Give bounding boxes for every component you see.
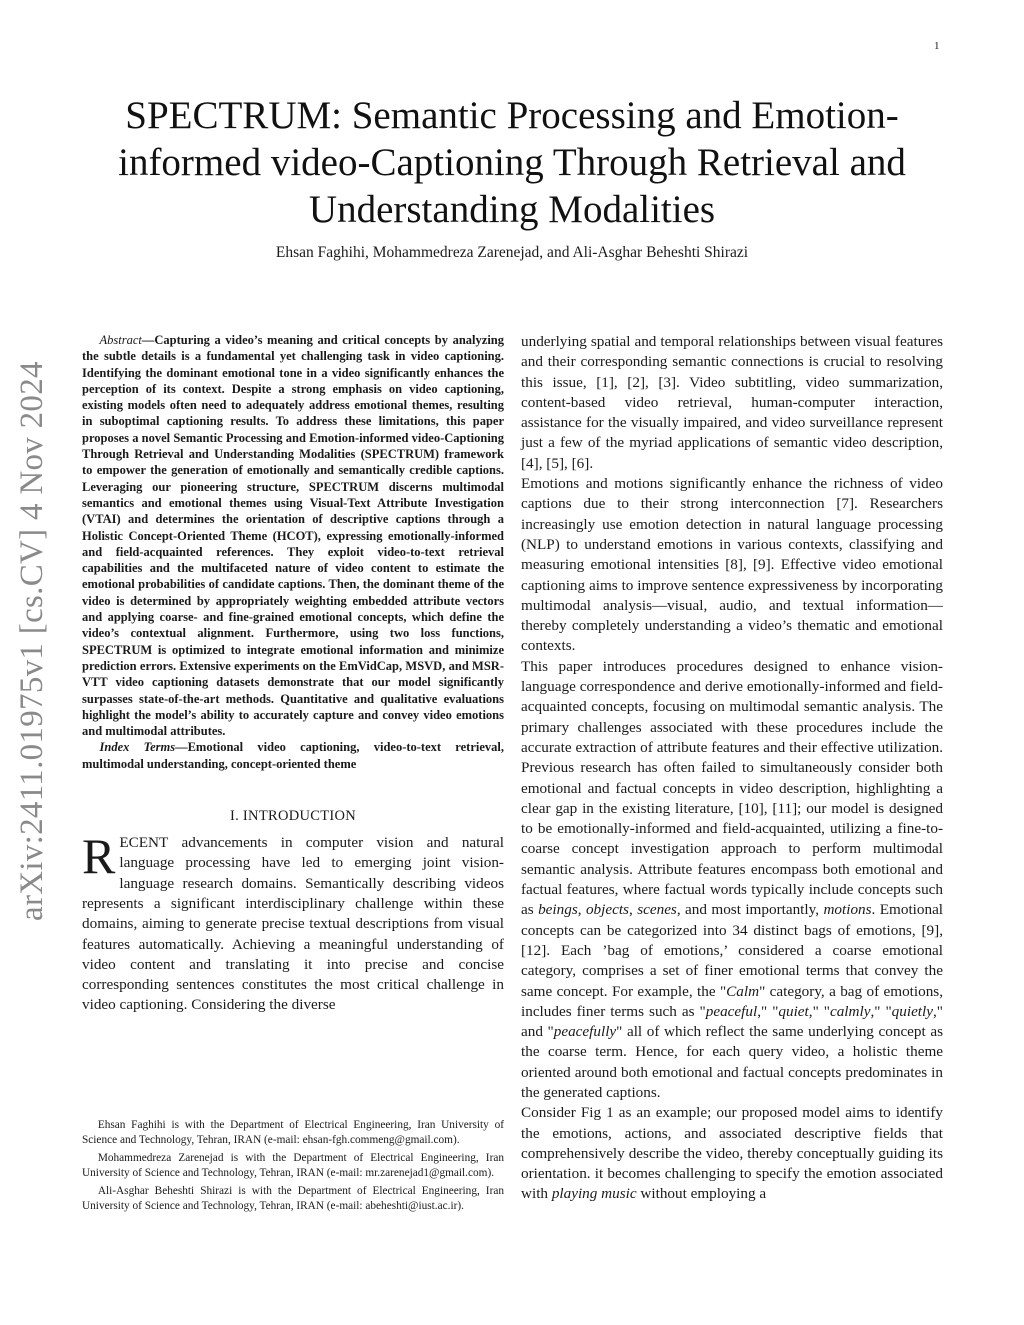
text-run: . Emotional concepts can be categorized into 34 distinct bags of emotions, [9], [12]. Each ’bag of emotions,’ considered a coarse emotional category, comprises a set of finer emotional terms that convey the same concept. For example, the " [521, 901, 944, 1000]
abstract-label: Abstract [99, 333, 142, 347]
text-run: without employing a [636, 1185, 767, 1203]
emphasis: scenes [637, 901, 677, 919]
intro-paragraph [82, 828, 504, 1016]
emphasis: quietly [891, 1002, 933, 1020]
text-run: ," and " [521, 1002, 943, 1041]
footnotes [82, 1118, 504, 1218]
body-paragraph [521, 1103, 943, 1204]
intro-first-word: ECENT [119, 834, 169, 852]
intro-text: advancements in computer vision and natural language processing have led to emerging joint vision-language research domains. Semantically describing videos represents a significant interdisciplinary challenge within these domains, aiming to generate precise textual descriptions from visual features automatically. Achieving a meaningful understanding of video content and translating it into precise and concise corresponding sentences constitutes the most critical challenge in video captioning. Considering the diverse [82, 834, 504, 1014]
body-paragraph: underlying spatial and temporal relationships between visual features and their corresponding semantic connections is crucial to resolving this issue, [1], [2], [3]. Video subtitling, video summarization, content-based video retrieval, human-computer interaction, assistance for the visually impaired, and video surveillance represent just a few of the myriad applications of semantic video description, [4], [5], [6]. [521, 333, 943, 472]
body-paragraph: Emotions and motions significantly enhance the richness of video captions due to their strong interconnection [7]. Researchers increasingly use emotion detection in natural language processing (NLP) to understand emotions in various contexts, classifying and measuring emotional intensities [8], [9]. Effective video emotional captioning aims to improve sentence expressiveness by incorporating multimodal analysis—visual, audio, and textual information—thereby completely understanding a video’s thematic and emotional contexts. [521, 475, 943, 655]
drop-cap: R [82, 828, 116, 885]
text-run: " all of which reflect the same underlying concept as the coarse term. Hence, for each query video, a holistic theme oriented around both emotional and factual concepts predominates in the generated captions. [521, 1023, 943, 1101]
text-run: ," " [870, 1002, 892, 1020]
emphasis: playing music [551, 1185, 637, 1203]
footnote: Ali-Asghar Beheshti Shirazi is with the Department of Electrical Engineering, Iran University of Science and Technology, Tehran, IRAN (e-mail: abeheshti@iust.ac.ir). [82, 1185, 504, 1212]
text-run: This paper introduces procedures designed to enhance vision-language correspondence and derive emotionally-informed and field-acquainted concepts, focusing on multimodal semantic analysis. The primary challenges associated with these procedures include the accurate extraction of attribute features and their effective utilization. Previous research has often failed to simultaneously consider both emotional and factual concepts in video description, highlighting a clear gap in the existing literature, [10], [11]; our model is designed to be emotionally-informed and field-acquainted, utilizing a fine-to-coarse concept investigation approach to perform multimodal semantic analysis. Attribute features encompass both emotional and factual features, where factual words typically include concepts such as [521, 657, 943, 919]
emphasis: peacefully [553, 1023, 617, 1041]
index-terms-text: Emotional video captioning, video-to-text retrieval, multimodal understanding, concept-oriented theme [82, 740, 504, 771]
text-run: , [577, 901, 586, 919]
emphasis: calmly [829, 1002, 871, 1020]
emphasis: beings [538, 901, 578, 919]
text-run: Consider Fig 1 as an example; our proposed model aims to identify the emotions, actions, and associated descriptive fields that comprehensively describe the video, thereby conceptually guiding its orientation. it becomes challenging to specify the emotion associated with [521, 1104, 943, 1203]
right-column [521, 332, 943, 1205]
index-terms-label: Index Terms [99, 740, 176, 755]
emphasis: Calm [726, 982, 760, 1000]
text-run: , and most importantly, [676, 901, 824, 919]
text-run: ," " [757, 1002, 779, 1020]
text-run: " category, a bag of emotions, includes finer terms such as " [521, 982, 943, 1020]
footnote: Ehsan Faghihi is with the Department of Electrical Engineering, Iran University of Science and Technology, Tehran, IRAN (e-mail: ehsan-fgh.commeng@gmail.com). [82, 1119, 504, 1146]
index-terms: Index Terms—Emotional video captioning, video-to-text retrieval, multimodal understanding, concept-oriented theme [82, 740, 504, 771]
paper-title: SPECTRUM: Semantic Processing and Emotion-informed video-Captioning Through Retrieval and Understanding Modalities [118, 94, 906, 231]
text-run: ," " [808, 1002, 830, 1020]
page-number: 1 [934, 40, 940, 52]
emphasis: quiet [778, 1002, 809, 1020]
left-column [82, 332, 504, 1016]
footnote: Mohammedreza Zarenejad is with the Department of Electrical Engineering, Iran University of Science and Technology, Tehran, IRAN (e-mail: mr.zarenejad1@gmail.com). [82, 1152, 504, 1179]
body-paragraph [521, 657, 943, 1104]
text-run: , [628, 901, 638, 919]
emphasis: objects [585, 901, 629, 919]
arxiv-identifier: arXiv:2411.01975v1 [cs.CV] 4 Nov 2024 [14, 361, 50, 921]
emphasis: motions [823, 901, 872, 919]
emphasis: peaceful [705, 1002, 758, 1020]
author-list: Ehsan Faghihi, Mohammedreza Zarenejad, and Ali-Asghar Beheshti Shirazi [275, 244, 749, 261]
abstract: Abstract—Capturing a video’s meaning and critical concepts by analyzing the subtle details is a fundamental yet challenging task in video captioning. Identifying the dominant emotional tone in a video significantly enhances the perception of its context. Despite a strong emphasis on video captioning, existing models often need to adequately address emotional themes, resulting in suboptimal captioning results. To address these limitations, this paper proposes a novel Semantic Processing and Emotion-informed video-Captioning Through Retrieval and Understanding Modalities (SPECTRUM) framework to empower the generation of emotionally and semantically credible captions. Leveraging our pioneering structure, SPECTRUM discerns multimodal semantics and emotional themes using Visual-Text Attribute Investigation (VTAI) and determines the orientation of descriptive captions through a Holistic Concept-Oriented Theme (HCOT), expressing emotionally-informed and field-acquainted references. They exploit video-to-text retrieval capabilities and the multifaceted nature of video content to estimate the emotional probabilities of candidate captions. Then, the dominant theme of the video is determined by appropriately weighting embedded attribute vectors and applying coarse- and fine-grained emotional concepts, which define the video’s contextual alignment. Furthermore, using two loss functions, SPECTRUM is optimized to integrate emotional information and minimize prediction errors. Extensive experiments on the EmVidCap, MSVD, and MSR-VTT video captioning datasets demonstrate that our model significantly surpasses state-of-the-art methods. Quantitative and qualitative evaluations highlight the model’s ability to accurately capture and convey video emotions and multimodal attributes. [82, 333, 504, 739]
section-heading: I. INTRODUCTION [229, 808, 357, 825]
abstract-text: Capturing a video’s meaning and critical concepts by analyzing the subtle details is a fundamental yet challenging task in video captioning. Identifying the dominant emotional tone in a video significantly enhances the perception of its context. Despite a strong emphasis on video captioning, existing models often need to adequately address emotional themes, resulting in suboptimal captioning results. To address these limitations, this paper proposes a novel Semantic Processing and Emotion-informed video-Captioning Through Retrieval and Understanding Modalities (SPECTRUM) framework to empower the generation of emotionally and semantically credible captions. Leveraging our pioneering structure, SPECTRUM discerns multimodal semantics and emotional themes using Visual-Text Attribute Investigation (VTAI) and determines the orientation of descriptive captions through a Holistic Concept-Oriented Theme (HCOT), expressing emotionally-informed and field-acquainted references. They exploit video-to-text retrieval capabilities and the multifaceted nature of video content to estimate the emotional probabilities of candidate captions. Then, the dominant theme of the video is determined by appropriately weighting embedded attribute vectors and applying coarse- and fine-grained emotional concepts, which define the video’s contextual alignment. Furthermore, using two loss functions, SPECTRUM is optimized to integrate emotional information and minimize prediction errors. Extensive experiments on the EmVidCap, MSVD, and MSR-VTT video captioning datasets demonstrate that our model significantly surpasses state-of-the-art methods. Quantitative and qualitative evaluations highlight the model’s ability to accurately capture and convey video emotions and multimodal attributes. [82, 333, 504, 739]
